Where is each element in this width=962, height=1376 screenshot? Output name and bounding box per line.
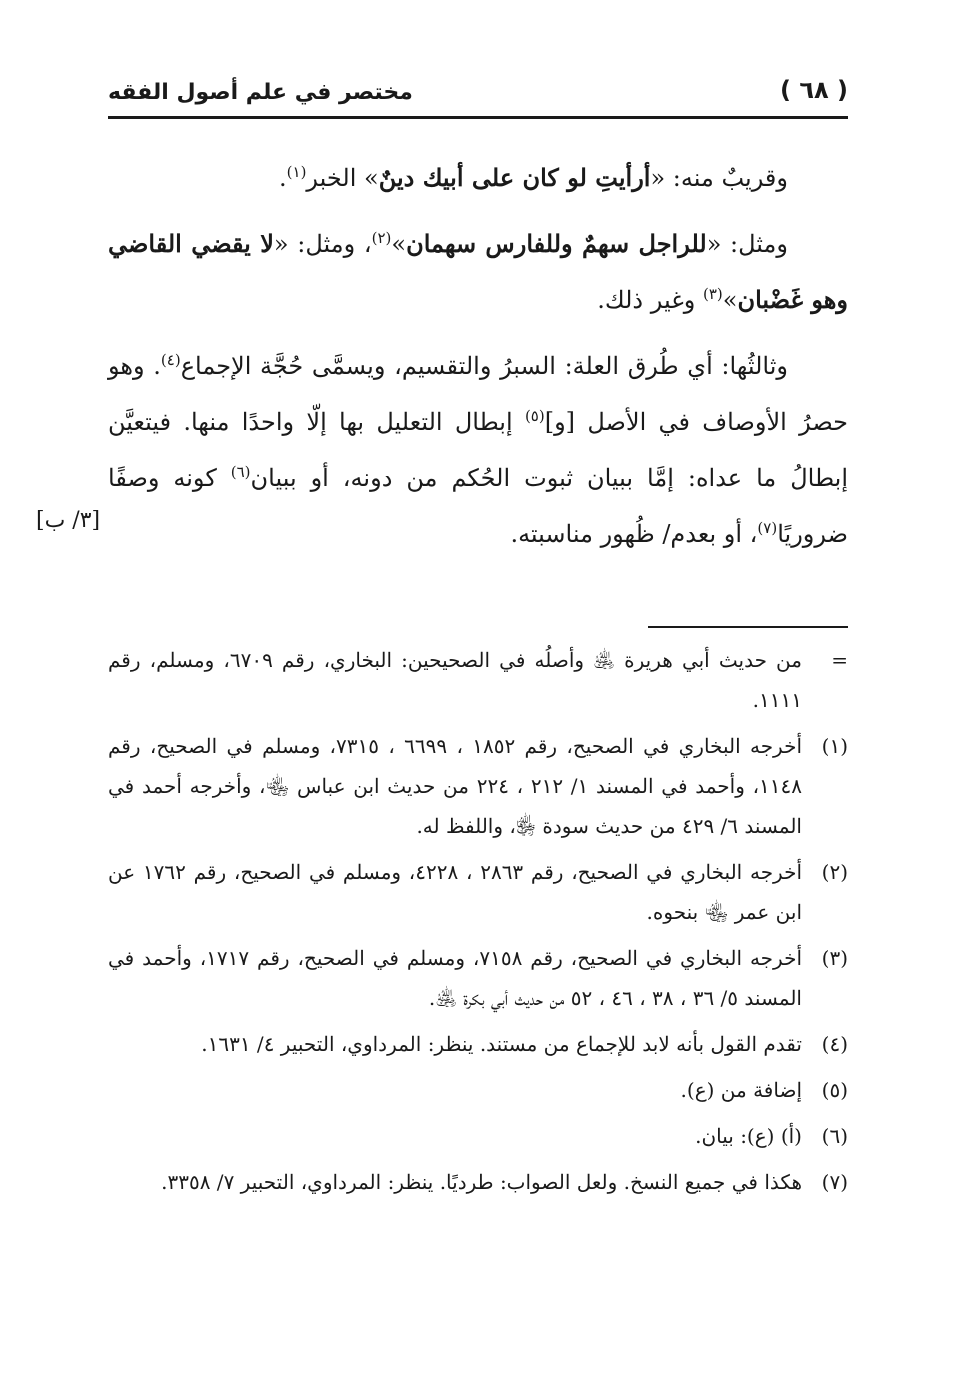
p3-text-b: . وهو حصرُ الأوصاف في الأصل [و]: [108, 352, 849, 436]
p3-text-e: ، أو بعدم/ ظُهور مناسبته.: [510, 520, 758, 548]
main-text: [108, 150, 848, 572]
book-title: مختصر في علم أصول الفقه: [108, 80, 413, 105]
footnote-number: (١): [821, 734, 848, 758]
page-header: [108, 70, 848, 110]
footnote-ref-5[interactable]: (٥): [524, 407, 545, 425]
hadith-quote-3: لا يقضي القاضي وهو غَضْبان: [108, 229, 848, 314]
footnote-2: [108, 852, 848, 932]
footnote-ref-7[interactable]: (٧): [757, 519, 778, 537]
footnote-7: [108, 1162, 848, 1202]
paragraph-1: [108, 150, 848, 206]
footnote-text: إضافة من (ع).: [680, 1078, 802, 1102]
footnote-continuation: [108, 640, 848, 720]
p2-text-c: »: [391, 230, 407, 258]
footnote-number: (٢): [821, 860, 848, 884]
footnote-number: (٤): [821, 1032, 848, 1056]
footnote-4: [108, 1024, 848, 1064]
hadith-quote-2: للراجل سهمٌ وللفارس سهمان: [406, 229, 707, 258]
footnote-text: هكذا في جميع النسخ. ولعل الصواب: طرديًا. ينظر: المرداوي، التحبير ٧/ ٣٣٥٨.: [161, 1170, 802, 1194]
p3-text-a: وثالثُها: أي طُرق العلة: السبرُ والتقسيم، ويسمَّى حُجَّة الإجماع: [180, 352, 788, 380]
p3-text-d: كونه وصفًا ضروريًا: [108, 464, 848, 548]
footnote-number: (٥): [821, 1078, 848, 1102]
footnote-1: [108, 726, 848, 846]
paragraph-2: [108, 216, 848, 328]
footnote-number: =: [831, 648, 848, 672]
footnote-text: (أ) (ع): بيان.: [695, 1124, 802, 1148]
footnote-ref-3[interactable]: (٣): [702, 285, 723, 303]
footnote-number: (٣): [821, 946, 848, 970]
page-number: ( ٦٨ ): [780, 76, 848, 104]
footnote-5: [108, 1070, 848, 1110]
p2-text-a: ومثل: «: [706, 230, 788, 258]
p2-text-g: وغير ذلك.: [597, 286, 703, 314]
p1-text-a: وقريبٌ منه: «: [650, 164, 788, 192]
footnote-separator: [648, 626, 848, 628]
paragraph-3: [108, 338, 848, 562]
footnote-number: (٦): [821, 1124, 848, 1148]
p1-text-d: .: [279, 164, 287, 192]
manuscript-folio-marker: [٣/ ب]: [36, 508, 101, 533]
footnote-ref-4[interactable]: (٤): [160, 351, 181, 369]
footnote-ref-6[interactable]: (٦): [230, 463, 251, 481]
p3-text-c: إبطال التعليل بها إلّا واحدًا منها. فيتعيَّن إبطالُ ما عداه: إمَّا ببيان ثبوت الحُكم من دونه، أو ببيان: [108, 408, 848, 492]
footnote-ref-1[interactable]: (١): [286, 163, 307, 181]
footnote-number: (٧): [821, 1170, 848, 1194]
footnote-text: من حديث أبي هريرة ﵁ وأصلُه في الصحيحين: البخاري، رقم ٦٧٠٩، ومسلم، رقم ١١١١.: [108, 648, 802, 712]
p2-text-d: ، ومثل: «: [273, 230, 372, 258]
footnote-ref-2[interactable]: (٢): [371, 229, 392, 247]
footnote-text: تقدم القول بأنه لابد للإجماع من مستند. ينظر: المرداوي، التحبير ٤/ ١٦٣١.: [201, 1032, 802, 1056]
footnote-text: أخرجه البخاري في الصحيح، رقم ١٨٥٢ ، ٦٦٩٩ ، ٧٣١٥، ومسلم في الصحيح، رقم ١١٤٨، وأحمد في المسند ١/ ٢١٢ ، ٢٢٤ من حديث ابن عباس ﵄، وأخرجه أحمد في المسند ٦/ ٤٢٩ من حديث سودة ﵂، واللفظ له.: [108, 734, 803, 838]
footnote-text: أخرجه البخاري في الصحيح، رقم ٢٨٦٣ ، ٤٢٢٨، ومسلم في الصحيح، رقم ١٧٦٢ عن ابن عمر ﵄ بنحوه.: [108, 860, 803, 924]
footnote-6: [108, 1116, 848, 1156]
footnote-3: [108, 938, 848, 1018]
footnote-text: أخرجه البخاري في الصحيح، رقم ٧١٥٨، ومسلم في الصحيح، رقم ١٧١٧، وأحمد في المسند ٥/ ٣٦ ، ٣٨ ، ٤٦ ، ٥٢ من حديث أبي بكرة ﵁.: [108, 946, 802, 1010]
footnotes: [108, 640, 848, 1208]
p1-text-c: » الخبر: [306, 164, 379, 192]
hadith-quote-1: أرأيتِ لو كان على أبيك دينٌ: [378, 163, 651, 192]
p2-text-f: »: [722, 286, 738, 314]
header-rule: [108, 116, 848, 119]
